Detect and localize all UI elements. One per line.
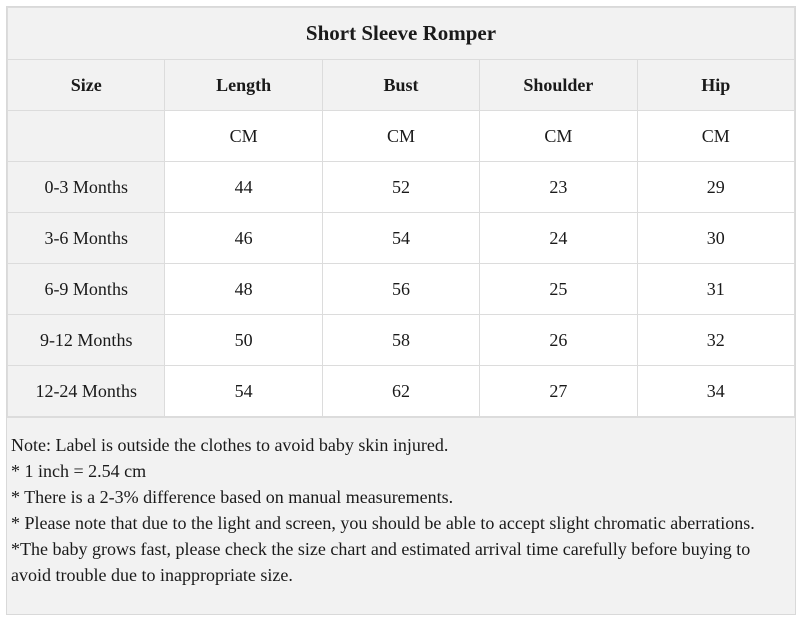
table-row — [8, 213, 795, 264]
length-value: 48 — [165, 264, 322, 315]
title-row — [8, 8, 795, 60]
note-line: * There is a 2-3% difference based on manual measurements. — [11, 487, 454, 507]
unit-cell — [8, 111, 165, 162]
unit-cell: CM — [480, 111, 637, 162]
note-line: * Please note that due to the light and screen, you should be able to accept slight chromatic aberrations. — [11, 513, 755, 533]
shoulder-value: 27 — [480, 366, 637, 417]
hip-value: 30 — [637, 213, 794, 264]
note-line: * 1 inch = 2.54 cm — [11, 461, 147, 481]
size-label: 0-3 Months — [8, 162, 165, 213]
unit-cell: CM — [322, 111, 479, 162]
unit-cell: CM — [165, 111, 322, 162]
shoulder-value: 23 — [480, 162, 637, 213]
table-row — [8, 162, 795, 213]
table-row — [8, 366, 795, 417]
length-value: 46 — [165, 213, 322, 264]
bust-value: 54 — [322, 213, 479, 264]
length-value: 54 — [165, 366, 322, 417]
note-line: *The baby grows fast, please check the size chart and estimated arrival time carefully before buying to avoid trouble due to inappropriate size. — [11, 539, 751, 585]
chart-title: Short Sleeve Romper — [8, 8, 795, 60]
size-label: 3-6 Months — [8, 213, 165, 264]
shoulder-value: 25 — [480, 264, 637, 315]
bust-value: 62 — [322, 366, 479, 417]
hip-value: 31 — [637, 264, 794, 315]
bust-value: 58 — [322, 315, 479, 366]
hip-value: 29 — [637, 162, 794, 213]
unit-row — [8, 111, 795, 162]
shoulder-value: 24 — [480, 213, 637, 264]
shoulder-value: 26 — [480, 315, 637, 366]
table-row — [8, 264, 795, 315]
table-row — [8, 315, 795, 366]
size-chart — [6, 6, 796, 615]
notes-section — [7, 417, 795, 614]
hip-value: 32 — [637, 315, 794, 366]
column-header-shoulder: Shoulder — [480, 60, 637, 111]
size-table — [7, 7, 795, 417]
size-label: 6-9 Months — [8, 264, 165, 315]
note-line: Note: Label is outside the clothes to avoid baby skin injured. — [11, 435, 449, 455]
size-label: 9-12 Months — [8, 315, 165, 366]
length-value: 50 — [165, 315, 322, 366]
length-value: 44 — [165, 162, 322, 213]
column-header-size: Size — [8, 60, 165, 111]
unit-cell: CM — [637, 111, 794, 162]
column-header-bust: Bust — [322, 60, 479, 111]
bust-value: 56 — [322, 264, 479, 315]
column-header-length: Length — [165, 60, 322, 111]
column-header-hip: Hip — [637, 60, 794, 111]
header-row — [8, 60, 795, 111]
bust-value: 52 — [322, 162, 479, 213]
size-label: 12-24 Months — [8, 366, 165, 417]
hip-value: 34 — [637, 366, 794, 417]
